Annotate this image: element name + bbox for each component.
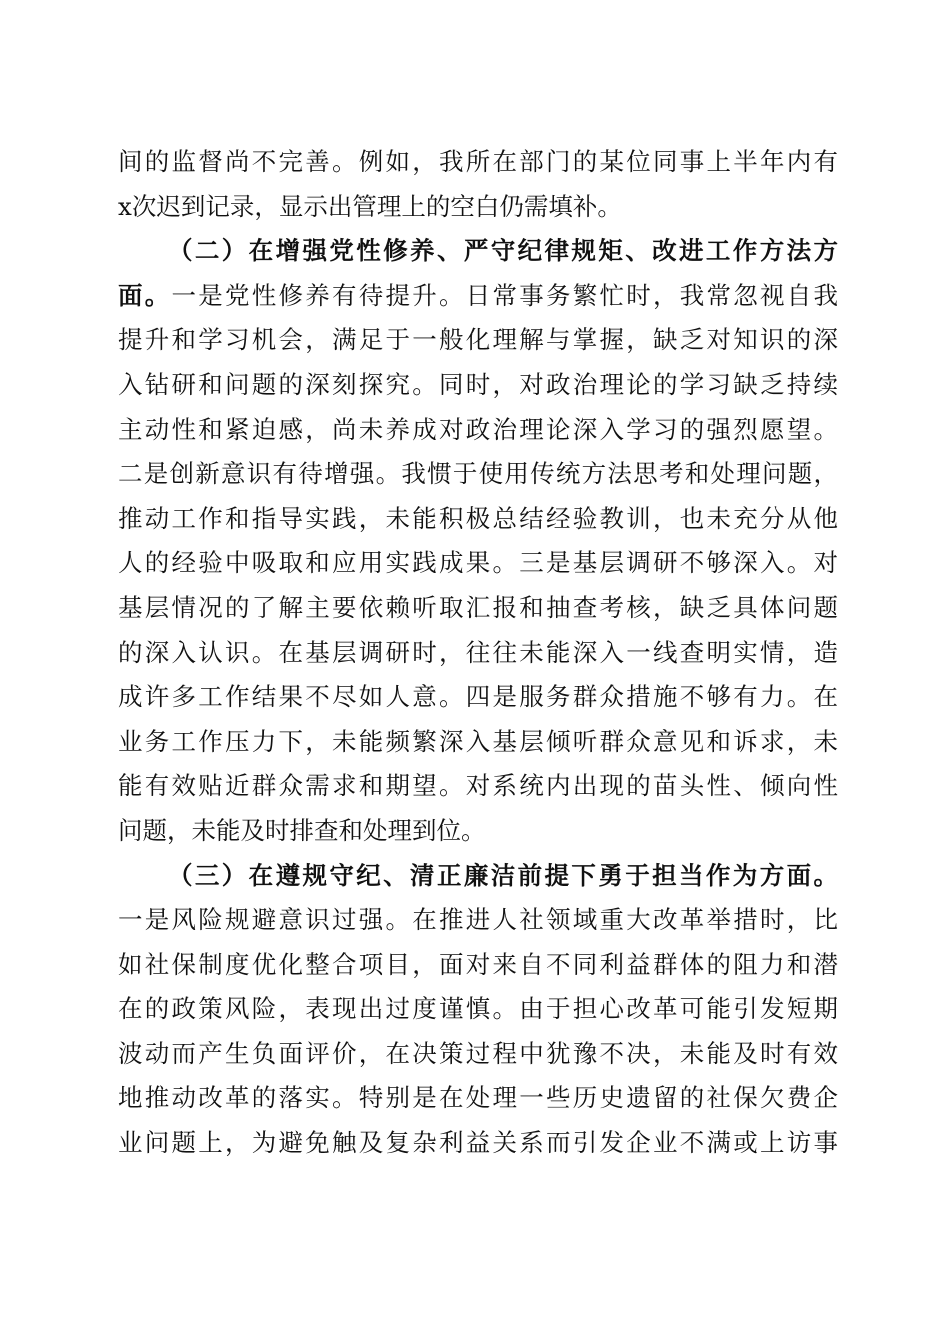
text-line: x次迟到记录，显示出管理上的空白仍需填补。: [118, 191, 622, 221]
text-line: 成许多工作结果不尽如人意。四是服务群众措施不够有力。在: [118, 682, 838, 712]
text-line: 波动而产生负面评价，在决策过程中犹豫不决，未能及时有效: [118, 1038, 838, 1068]
paragraph-section-three: [118, 854, 838, 1166]
text-line: 的深入认识。在基层调研时，往往未能深入一线查明实情，造: [118, 637, 838, 667]
text-line: 间的监督尚不完善。例如，我所在部门的某位同事上半年内有: [118, 147, 838, 176]
text-line: [118, 854, 838, 899]
text-line: 人的经验中吸取和应用实践成果。三是基层调研不够深入。对: [118, 548, 838, 578]
text-line: 能有效贴近群众需求和期望。对系统内出现的苗头性、倾向性: [118, 771, 838, 801]
section-heading-three: （三）在遵规守纪、清正廉洁前提下勇于担当作为方面。: [168, 860, 838, 890]
text-line: [118, 229, 838, 274]
text-line: 问题，未能及时排查和处理到位。: [118, 815, 486, 845]
text-line: 推动工作和指导实践，未能积极总结经验教训，也未充分从他: [118, 503, 838, 533]
text-line: 主动性和紧迫感，尚未养成对政治理论深入学习的强烈愿望。: [118, 414, 838, 444]
text-line: 地推动改革的落实。特别是在处理一些历史遗留的社保欠费企: [118, 1083, 838, 1113]
text-line: 在的政策风险，表现出过度谨慎。由于担心改革可能引发短期: [118, 994, 838, 1024]
paragraph-section-two: [118, 229, 838, 853]
section-heading-two: （二）在增强党性修养、严守纪律规矩、改进工作方法方: [168, 236, 838, 266]
paragraph-continuation: [118, 140, 838, 229]
text-line: 业问题上，为避免触及复杂利益关系而引发企业不满或上访事: [118, 1128, 838, 1158]
text-line: [118, 274, 838, 319]
text-line: 二是创新意识有待增强。我惯于使用传统方法思考和处理问题，: [118, 459, 838, 489]
section-heading-two-end: 面。: [118, 280, 172, 310]
text-line: 业务工作压力下，未能频繁深入基层倾听群众意见和诉求，未: [118, 726, 838, 756]
text-line: 入钻研和问题的深刻探究。同时，对政治理论的学习缺乏持续: [118, 369, 838, 399]
document-body: [118, 140, 838, 1166]
text-line: 如社保制度优化整合项目，面对来自不同利益群体的阻力和潜: [118, 949, 838, 979]
text-run: 一是党性修养有待提升。日常事务繁忙时，我常忽视自我: [171, 280, 838, 310]
text-line: 一是风险规避意识过强。在推进人社领域重大改革举措时，比: [118, 905, 838, 935]
text-line: 提升和学习机会，满足于一般化理解与掌握，缺乏对知识的深: [118, 325, 838, 355]
text-line: 基层情况的了解主要依赖听取汇报和抽查考核，缺乏具体问题: [118, 592, 838, 622]
